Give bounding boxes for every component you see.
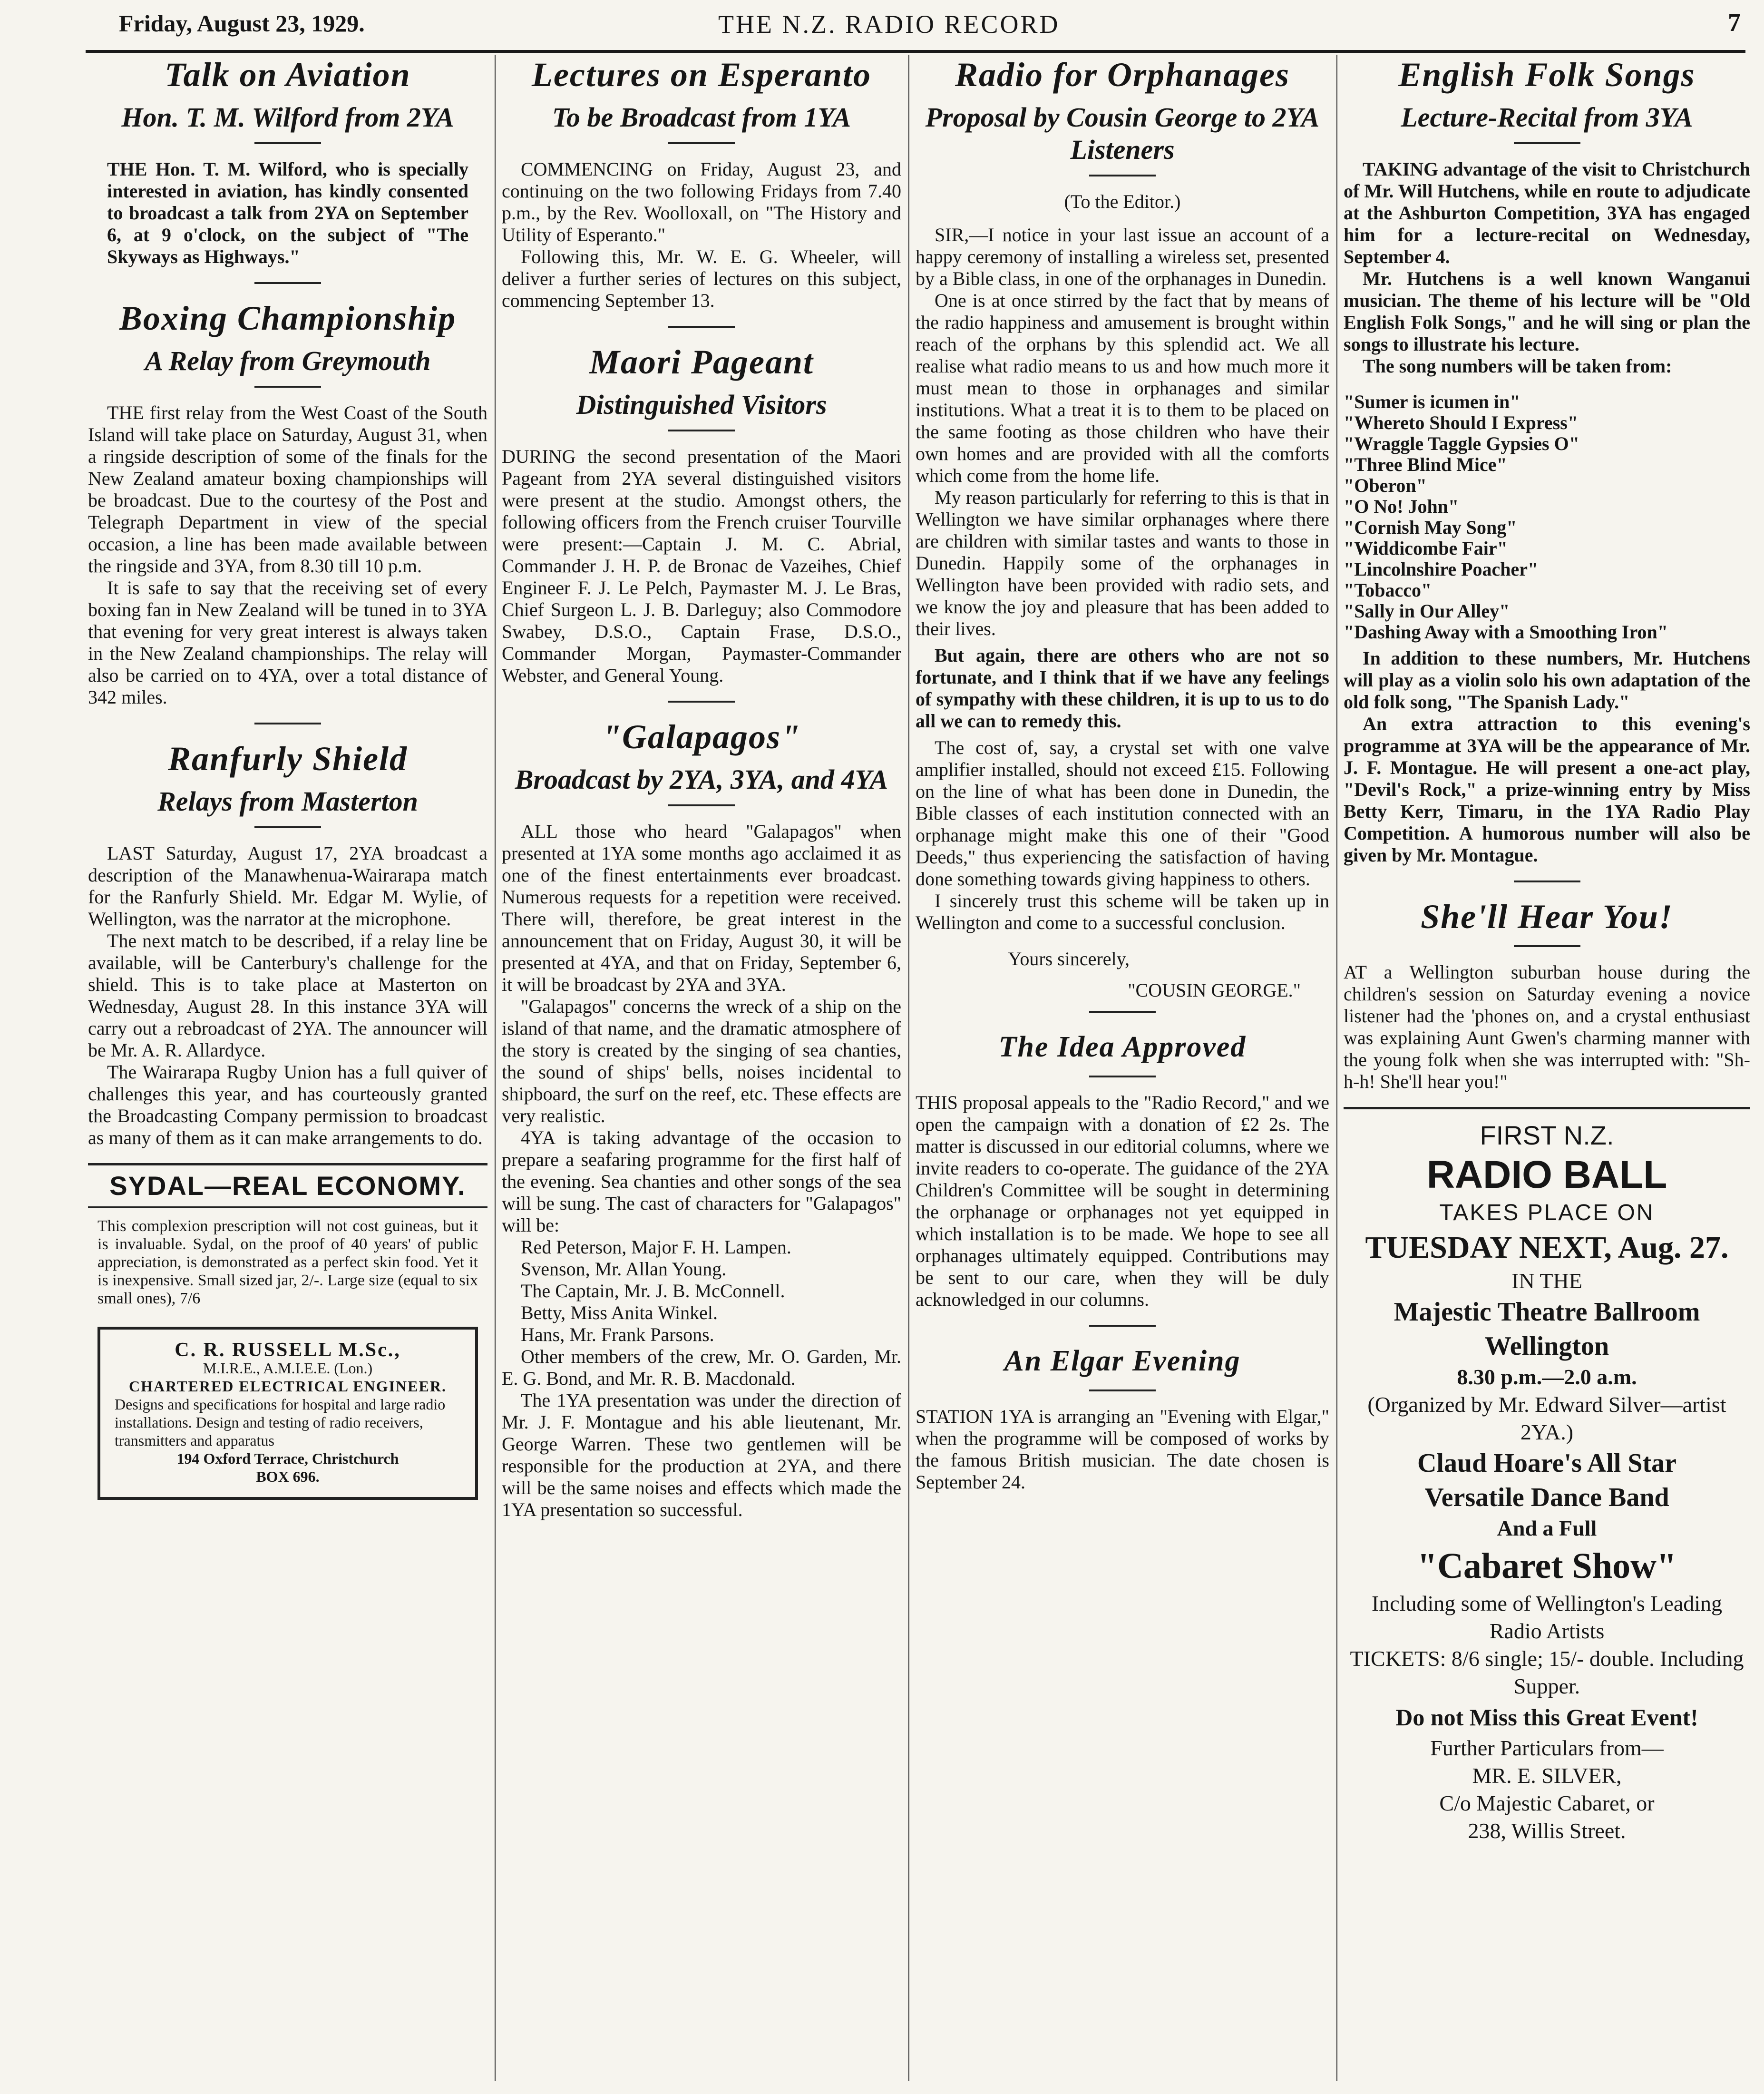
article-body [502,821,901,1521]
song-item: "Dashing Away with a Smoothing Iron" [1344,621,1668,643]
divider [254,282,321,284]
cast-line: Hans, Mr. Frank Parsons. [521,1324,714,1345]
advert-heading: SYDAL—REAL ECONOMY. [88,1163,487,1208]
paragraph: TAKING advantage of the visit to Christchurch of Mr. Will Hutchens, while en route to adjudicate at the Ashburton Competition, 3YA has engaged him for a lecture-recital on Wednesday, September 4. [1344,158,1750,267]
issue-date: Friday, August 23, 1929. [119,10,365,37]
advert-body: This complexion prescription will not cost guineas, but it is invaluable. Sydal, on the proof of 40 years' of public appreciation, is demonstrated as a perfect skin food. Yet it is inexpensive. Small sized jar, 2/-. Large size (equal to six small ones), 7/6 [97,1217,478,1307]
divider [668,326,735,328]
cast-line: Betty, Miss Anita Winkel. [521,1302,718,1323]
article-galapagos [502,717,901,1521]
page-number: 7 [1728,8,1741,37]
card-address: 194 Oxford Terrace, Christchurch [176,1450,399,1467]
cast-line: Svenson, Mr. Allan Young. [521,1258,727,1280]
article-heading: "Galapagos" [602,718,801,756]
paragraph: COMMENCING on Friday, August 23, and continuing on the two following Fridays from 7.40 p.m., by the Rev. Woolloxall, on "The History and Utility of Esperanto." [502,158,901,245]
paragraph: It is safe to say that the receiving set of every boxing fan in New Zealand will be tuned in to 3YA that evening for very great interest is always taken in the New Zealand championships. The relay will also be carried on to 4YA, over a total distance of 342 miles. [88,577,487,708]
column-divider [1336,55,1337,2081]
ball-city: Wellington [1484,1331,1609,1361]
divider [1089,175,1156,176]
song-item: "Sally in Our Alley" [1344,600,1510,622]
paragraph: THE first relay from the West Coast of the South Island will take place on Saturday, August 31, when a ringside description of some of the finals for the New Zealand amateur boxing championships will be broadcast. Due to the courtesy of the Post and Telegraph Department in view of the special occasion, a line has been made available between the ringside and 3YA, from 8.30 till 10 p.m. [88,402,487,577]
article-elgar [916,1341,1329,1493]
paragraph: LAST Saturday, August 17, 2YA broadcast a description of the Manawhenua-Wairarapa match for the Ranfurly Shield. Mr. Edgar M. Wylie, of Wellington, was the narrator at the microphone. [88,842,487,930]
paragraph: The Wairarapa Rugby Union has a full quiver of challenges this year, and has courteously granted the Broadcasting Company permission to broadcast as many of them as it can make arrangements to do. [88,1061,487,1148]
card-title: CHARTERED ELECTRICAL ENGINEER. [129,1378,447,1395]
column-1 [88,55,487,2081]
advert-radio-ball [1344,1107,1750,1845]
divider [1089,1011,1156,1013]
paragraph: "Galapagos" concerns the wreck of a ship on the island of that name, and the dramatic atmosphere of the story is created by the singing of sea chanties, the sound of ships' bells, noises incidental to shipboard, the surf on the reef, etc. These effects are very realistic. [502,996,901,1126]
ball-callout: Do not Miss this Great Event! [1395,1704,1698,1731]
song-item: "Three Blind Mice" [1344,454,1507,475]
paragraph: Mr. Hutchens is a well known Wanganui musician. The theme of his lecture will be "Old English Folk Songs," and he will sing or plan the songs to illustrate his lecture. [1344,268,1750,355]
newspaper-title: THE N.Z. RADIO RECORD [718,10,1060,39]
paragraph: An extra attraction to this evening's programme at 3YA will be the appearance of Mr. J. F. Montague. He will present a one-act play, "Devil's Rock," a prize-winning entry by Miss Betty Kerr, Timaru, in the 1YA Radio Play Competition. A humorous number will also be given by Mr. Montague. [1344,713,1750,866]
article-heading: Radio for Orphanages [955,56,1290,94]
ball-venue: Majestic Theatre Ballroom [1394,1297,1700,1327]
song-item: "Cornish May Song" [1344,517,1517,538]
divider [1089,1076,1156,1077]
article-aviation [88,55,487,284]
article-body [1344,158,1750,377]
paragraph: SIR,—I notice in your last issue an account of a happy ceremony of installing a wireless set, presented by a Bible class, in one of the orphanages in Dunedin. [916,224,1329,289]
article-folk-songs [1344,55,1750,882]
article-heading: English Folk Songs [1398,56,1696,94]
card-qualifications: M.I.R.E., A.M.I.E.E. (Lon.) [203,1360,373,1377]
divider [1089,1325,1156,1327]
article-heading: An Elgar Evening [1004,1345,1241,1377]
article-heading: Lectures on Esperanto [531,56,872,94]
article-shell-hear-you [1344,897,1750,1093]
divider [254,142,321,144]
column-divider [495,55,496,2081]
ball-band: Claud Hoare's All Star [1417,1448,1676,1478]
article-esperanto [502,55,901,328]
paragraph: 4YA is taking advantage of the occasion to prepare a seafaring programme for the first half of the evening. Sea chanties and other songs of the sea will be sung. The cast of characters for "Galapagos" will be: [502,1127,901,1236]
article-body: AT a Wellington suburban house during the children's session on Saturday evening a novice listener had the 'phones on, and a crystal enthusiast was explaining Aunt Gwen's charming manner with the young folk when she was interrupted with: "Sh-h-h! She'll hear you!" [1344,961,1750,1092]
ball-line: IN THE [1511,1269,1582,1293]
article-heading: Ranfurly Shield [167,740,408,778]
article-subheading: Distinguished Visitors [576,389,827,420]
article-idea-approved [916,1027,1329,1327]
article-subheading: To be Broadcast from 1YA [552,102,851,133]
divider [254,723,321,724]
ball-date: TUESDAY NEXT, Aug. 27. [1365,1230,1729,1265]
signoff: Yours sincerely, [1008,948,1130,969]
article-subheading: A Relay from Greymouth [145,345,431,376]
divider [1514,881,1580,882]
article-heading: Talk on Aviation [165,56,411,94]
song-item: "Oberon" [1344,475,1427,496]
article-ranfurly [88,739,487,1149]
divider [668,701,735,703]
paragraph: My reason particularly for referring to this is that in Wellington we have similar orphanages where there are children with similar tastes and wants to those in Dunedin. Happily some of the orphanages in Wellington have been provided with radio sets, and we know the joy and pleasure that has been added to their lives. [916,487,1329,639]
song-item: "Whereto Should I Express" [1344,412,1579,433]
divider [668,804,735,806]
ball-line: TAKES PLACE ON [1439,1200,1655,1225]
article-maori-pageant [502,342,901,703]
article-body [502,158,901,312]
article-heading: She'll Hear You! [1421,898,1673,936]
ball-band: Versatile Dance Band [1424,1483,1669,1512]
cast-line: The Captain, Mr. J. B. McConnell. [521,1280,785,1301]
paragraph: The song numbers will be taken from: [1363,355,1672,377]
article-body: THIS proposal appeals to the "Radio Record," and we open the campaign with a donation of £2 2s. The matter is discussed in our editorial columns, where we invite readers to co-operate. The guidance of the 2YA Children's Committee will be sought in determining the orphanage or orphanages not yet equipped in which installation is to be made. We hope to see all orphanages ultimately equipped. Contributions may be sent to our care, when they will be duly acknowledged in our columns. [916,1092,1329,1310]
paragraph: Other members of the crew, Mr. O. Garden, Mr. E. G. Bond, and Mr. R. B. Macdonald. [502,1346,901,1389]
article-heading: Maori Pageant [589,343,814,381]
card-description: Designs and specifications for hospital and large radio installations. Design and testing of radio receivers, transmitters and apparatus [115,1396,446,1449]
article-heading: The Idea Approved [998,1031,1247,1063]
divider [1514,945,1580,947]
divider [254,826,321,828]
article-boxing [88,298,487,724]
article-body: STATION 1YA is arranging an "Evening with Elgar," when the programme will be composed of works by the famous British musician. The date chosen is September 24. [916,1406,1329,1493]
divider [1514,142,1580,144]
divider [668,430,735,431]
ball-tickets: TICKETS: 8/6 single; 15/- double. Including Supper. [1350,1646,1744,1698]
divider [1089,1389,1156,1391]
paragraph: In addition to these numbers, Mr. Hutchens will play as a violin solo his own adaptation of the old folk song, "The Spanish Lady." [1344,647,1750,713]
article-body [88,842,487,1149]
column-4 [1344,55,1750,2081]
article-orphanages [916,55,1329,1013]
article-subheading: Proposal by Cousin George to 2YA Listeners [925,102,1320,165]
ball-contact: C/o Majestic Cabaret, or [1439,1791,1655,1815]
ball-time: 8.30 p.m.—2.0 a.m. [1457,1365,1637,1389]
advert-russell-card [97,1327,478,1500]
advert-sydal [88,1163,487,1308]
song-item: "Wraggle Taggle Gypsies O" [1344,433,1579,454]
song-item: "Lincolnshire Poacher" [1344,558,1539,580]
article-subheading: Relays from Masterton [157,786,418,817]
ball-line: And a Full [1497,1516,1597,1540]
paragraph: ALL those who heard "Galapagos" when presented at 1YA some months ago acclaimed it as one of the finest entertainments ever broadcast. Numerous requests for a repetition were received. There will, therefore, be great interest in the announcement that on Friday, August 30, it will be presented at 4YA, and that on Friday, September 6, it will be broadcast by 2YA and 3YA. [502,821,901,995]
column-2 [502,55,901,2081]
article-body [916,224,1329,934]
card-box: BOX 696. [256,1468,320,1485]
article-body [88,402,487,708]
paragraph: The next match to be described, if a relay line be available, will be Canterbury's challenge for the shield. This is to take place at Masterton on Wednesday, August 28. In this instance 3YA will carry out a rebroadcast of 2YA. The announcer will be Mr. A. R. Allardyce. [88,930,487,1061]
signature: "COUSIN GEORGE." [1128,979,1301,1001]
song-list [1344,391,1750,643]
song-item: "Tobacco" [1344,579,1432,601]
paragraph: Following this, Mr. W. E. G. Wheeler, will deliver a further series of lectures on this subject, commencing September 13. [502,246,901,311]
ball-cabaret: "Cabaret Show" [1417,1546,1677,1586]
cast-line: Red Peterson, Major F. H. Lampen. [521,1236,791,1258]
card-name: C. R. RUSSELL M.Sc., [175,1339,401,1361]
article-body [1344,647,1750,866]
article-subheading: Lecture-Recital from 3YA [1401,102,1693,133]
paragraph: The cost of, say, a crystal set with one valve amplifier installed, should not exceed £15. Following on the line of what has been done in Dunedin, the Bible classes of each institution connected with an orphanage might make this one of their "Good Deeds," thus experiencing the satisfaction of having done something towards giving happiness to others. [916,737,1329,890]
ball-line: Including some of Wellington's Leading Radio Artists [1371,1591,1723,1643]
column-divider [908,55,909,2081]
masthead [86,5,1745,53]
song-item: "O No! John" [1344,496,1459,517]
divider [668,142,735,144]
song-item: "Sumer is icumen in" [1344,391,1520,412]
article-heading: Boxing Championship [119,299,457,337]
ball-title: RADIO BALL [1426,1153,1667,1196]
paragraph-emphasis: But again, there are others who are not so fortunate, and I think that if we have any feelings of sympathy with these children, it is up to us to do all we can to remedy this. [916,645,1329,732]
paragraph: The 1YA presentation was under the direction of Mr. J. F. Montague and his able lieutenant, Mr. George Warren. These two gentlemen will be responsible for the production at 2YA, and there will be the same noises and effects which made the 1YA presentation so successful. [502,1389,901,1520]
article-body: THE Hon. T. M. Wilford, who is specially interested in aviation, has kindly consented to broadcast a talk from 2YA on September 6, at 9 o'clock, on the subject of "The Skyways as Highways." [107,158,468,267]
article-subheading: Hon. T. M. Wilford from 2YA [121,102,454,133]
divider [254,386,321,388]
ball-contact: MR. E. SILVER, [1472,1763,1622,1788]
paragraph: I sincerely trust this scheme will be taken up in Wellington and come to a successful conclusion. [916,890,1329,933]
column-3 [916,55,1329,2081]
paragraph: One is at once stirred by the fact that by means of the radio happiness and amusement is brought within reach of the orphans by this splendid act. We all realise what radio means to us and how much more it must mean to those in orphanages and similar institutions. What a treat it is to them to be placed on the same footing as those children who have their own homes and are provided with all the comforts which come from the home life. [916,290,1329,486]
editor-note: (To the Editor.) [1064,191,1181,212]
song-item: "Widdicombe Fair" [1344,538,1508,559]
article-subheading: Broadcast by 2YA, 3YA, and 4YA [515,764,888,795]
ball-line: Further Particulars from— [1430,1736,1664,1760]
ball-line: FIRST N.Z. [1480,1120,1614,1150]
ball-organizer: (Organized by Mr. Edward Silver—artist 2YA.) [1367,1392,1726,1444]
article-body: DURING the second presentation of the Maori Pageant from 2YA several distinguished visitors were present at the studio. Amongst others, the following officers from the French cruiser Tourville were present:—Captain J. M. C. Abrial, Commander J. H. P. de Bronac de Vazeihes, Chief Engineer F. J. Le Pelch, Paymaster M. J. Le Bras, Chief Surgeon L. J. B. Darleguy; also Commodore Swabey, D.S.O., Captain Frase, D.S.O., Commander Morgan, Paymaster-Commander Webster, and General Young. [502,446,901,686]
ball-contact: 238, Willis Street. [1468,1819,1626,1843]
